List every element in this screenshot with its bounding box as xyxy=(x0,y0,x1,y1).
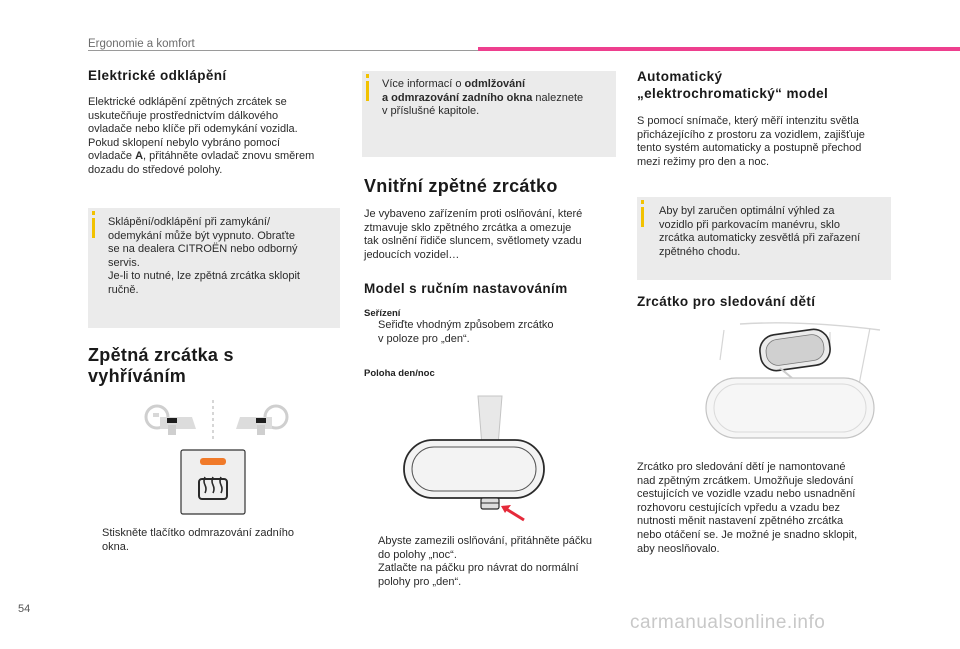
heading-manual-model: Model s ručním nastavováním xyxy=(364,281,568,296)
bullet-defrost: Stiskněte tlačítko odmrazování zadního okna. xyxy=(88,527,348,554)
info-icon xyxy=(366,74,369,78)
heading-interior-mirror: Vnitřní zpětné zrcátko xyxy=(364,176,558,196)
paragraph-electrochromatic: S pomocí snímače, který měří intenzitu světla přicházejícího z prostoru za vozidlem, zajišťuje tento systém automaticky a postupně přechod mezi režimy pro den a noc. xyxy=(637,115,865,168)
paragraph-electric-folding: Elektrické odklápění zpětných zrcátek se uskutečňuje prostřednictvím dálkového ovladače nebo klíče při odemykání vozidla. Pokud sklopení nebylo vybráno pomocí ovladače A, přitáhněte ovladač znovu směrem dozadu do středové polohy. xyxy=(88,96,315,176)
label-adjustment: Seřízení xyxy=(364,308,401,319)
bullet-marker-icon xyxy=(364,319,378,333)
info-icon xyxy=(641,200,644,204)
bullet-marker-icon xyxy=(364,535,378,549)
bullet-day-night: Abyste zamezili oslňování, přitáhněte páčku do polohy „noc“. Zatlačte na páčku pro návrat do normální polohy pro „den“. xyxy=(364,535,620,589)
paragraph-interior-mirror: Je vybaveno zařízením proti oslňování, které ztmavuje sklo zpětného zrcátka a omezuje tak oslnění řidiče sluncem, světlomety vzadu jedoucích vozidel… xyxy=(364,208,583,261)
watermark: carmanualsonline.info xyxy=(630,612,826,633)
bullet-marker-icon xyxy=(364,562,378,576)
bullet-marker-icon xyxy=(88,527,102,541)
header-accent-bar xyxy=(478,47,960,51)
label-day-night: Poloha den/noc xyxy=(364,368,435,379)
bullet-adjustment: Seřiďte vhodným způsobem zrcátko v poloze pro „den“. xyxy=(364,319,614,346)
manual-mirror-illustration xyxy=(400,394,550,524)
heading-electrochromatic: Automatický „elektrochromatický“ model xyxy=(637,69,829,101)
info-box-defrost: Více informací o odmlžování a odmrazování zadního okna naleznete v příslušné kapitole. xyxy=(362,71,616,157)
heated-mirror-illustration xyxy=(140,395,300,443)
info-box-folding: Sklápění/odklápění při zamykání/ odemykání může být vypnuto. Obraťte se na dealera CITROËN nebo odborný servis. Je-li to nutné, lze zpětná zrcátka sklopit ručně. xyxy=(88,208,340,328)
heading-electric-folding: Elektrické odklápění xyxy=(88,68,227,83)
section-header: Ergonomie a komfort xyxy=(88,38,195,50)
child-mirror-illustration xyxy=(680,320,900,452)
info-box-reverse: Aby byl zaručen optimální výhled za vozidlo při parkovacím manévru, sklo zrcátka automaticky zesvětlá při zařazení zpětného chodu. xyxy=(637,197,891,280)
page-number: 54 xyxy=(18,603,31,615)
heading-child-mirror: Zrcátko pro sledování dětí xyxy=(637,294,816,309)
header-divider xyxy=(88,50,478,51)
rear-defrost-button-illustration xyxy=(180,449,246,515)
heading-heated-mirrors: Zpětná zrcátka s vyhříváním xyxy=(88,345,234,386)
info-icon xyxy=(92,211,95,215)
paragraph-child-mirror: Zrcátko pro sledování dětí je namontované nad zpětným zrcátkem. Umožňuje sledování cestujících ve vozidle vzadu nebo usnadnění rozhovoru cestujících vpředu a vzadu bez nutnosti měnit nastavení zpětného zrcátka nebo otáčení se. Je možné je snadno sklopit, aby neoslňovalo. xyxy=(637,461,858,555)
